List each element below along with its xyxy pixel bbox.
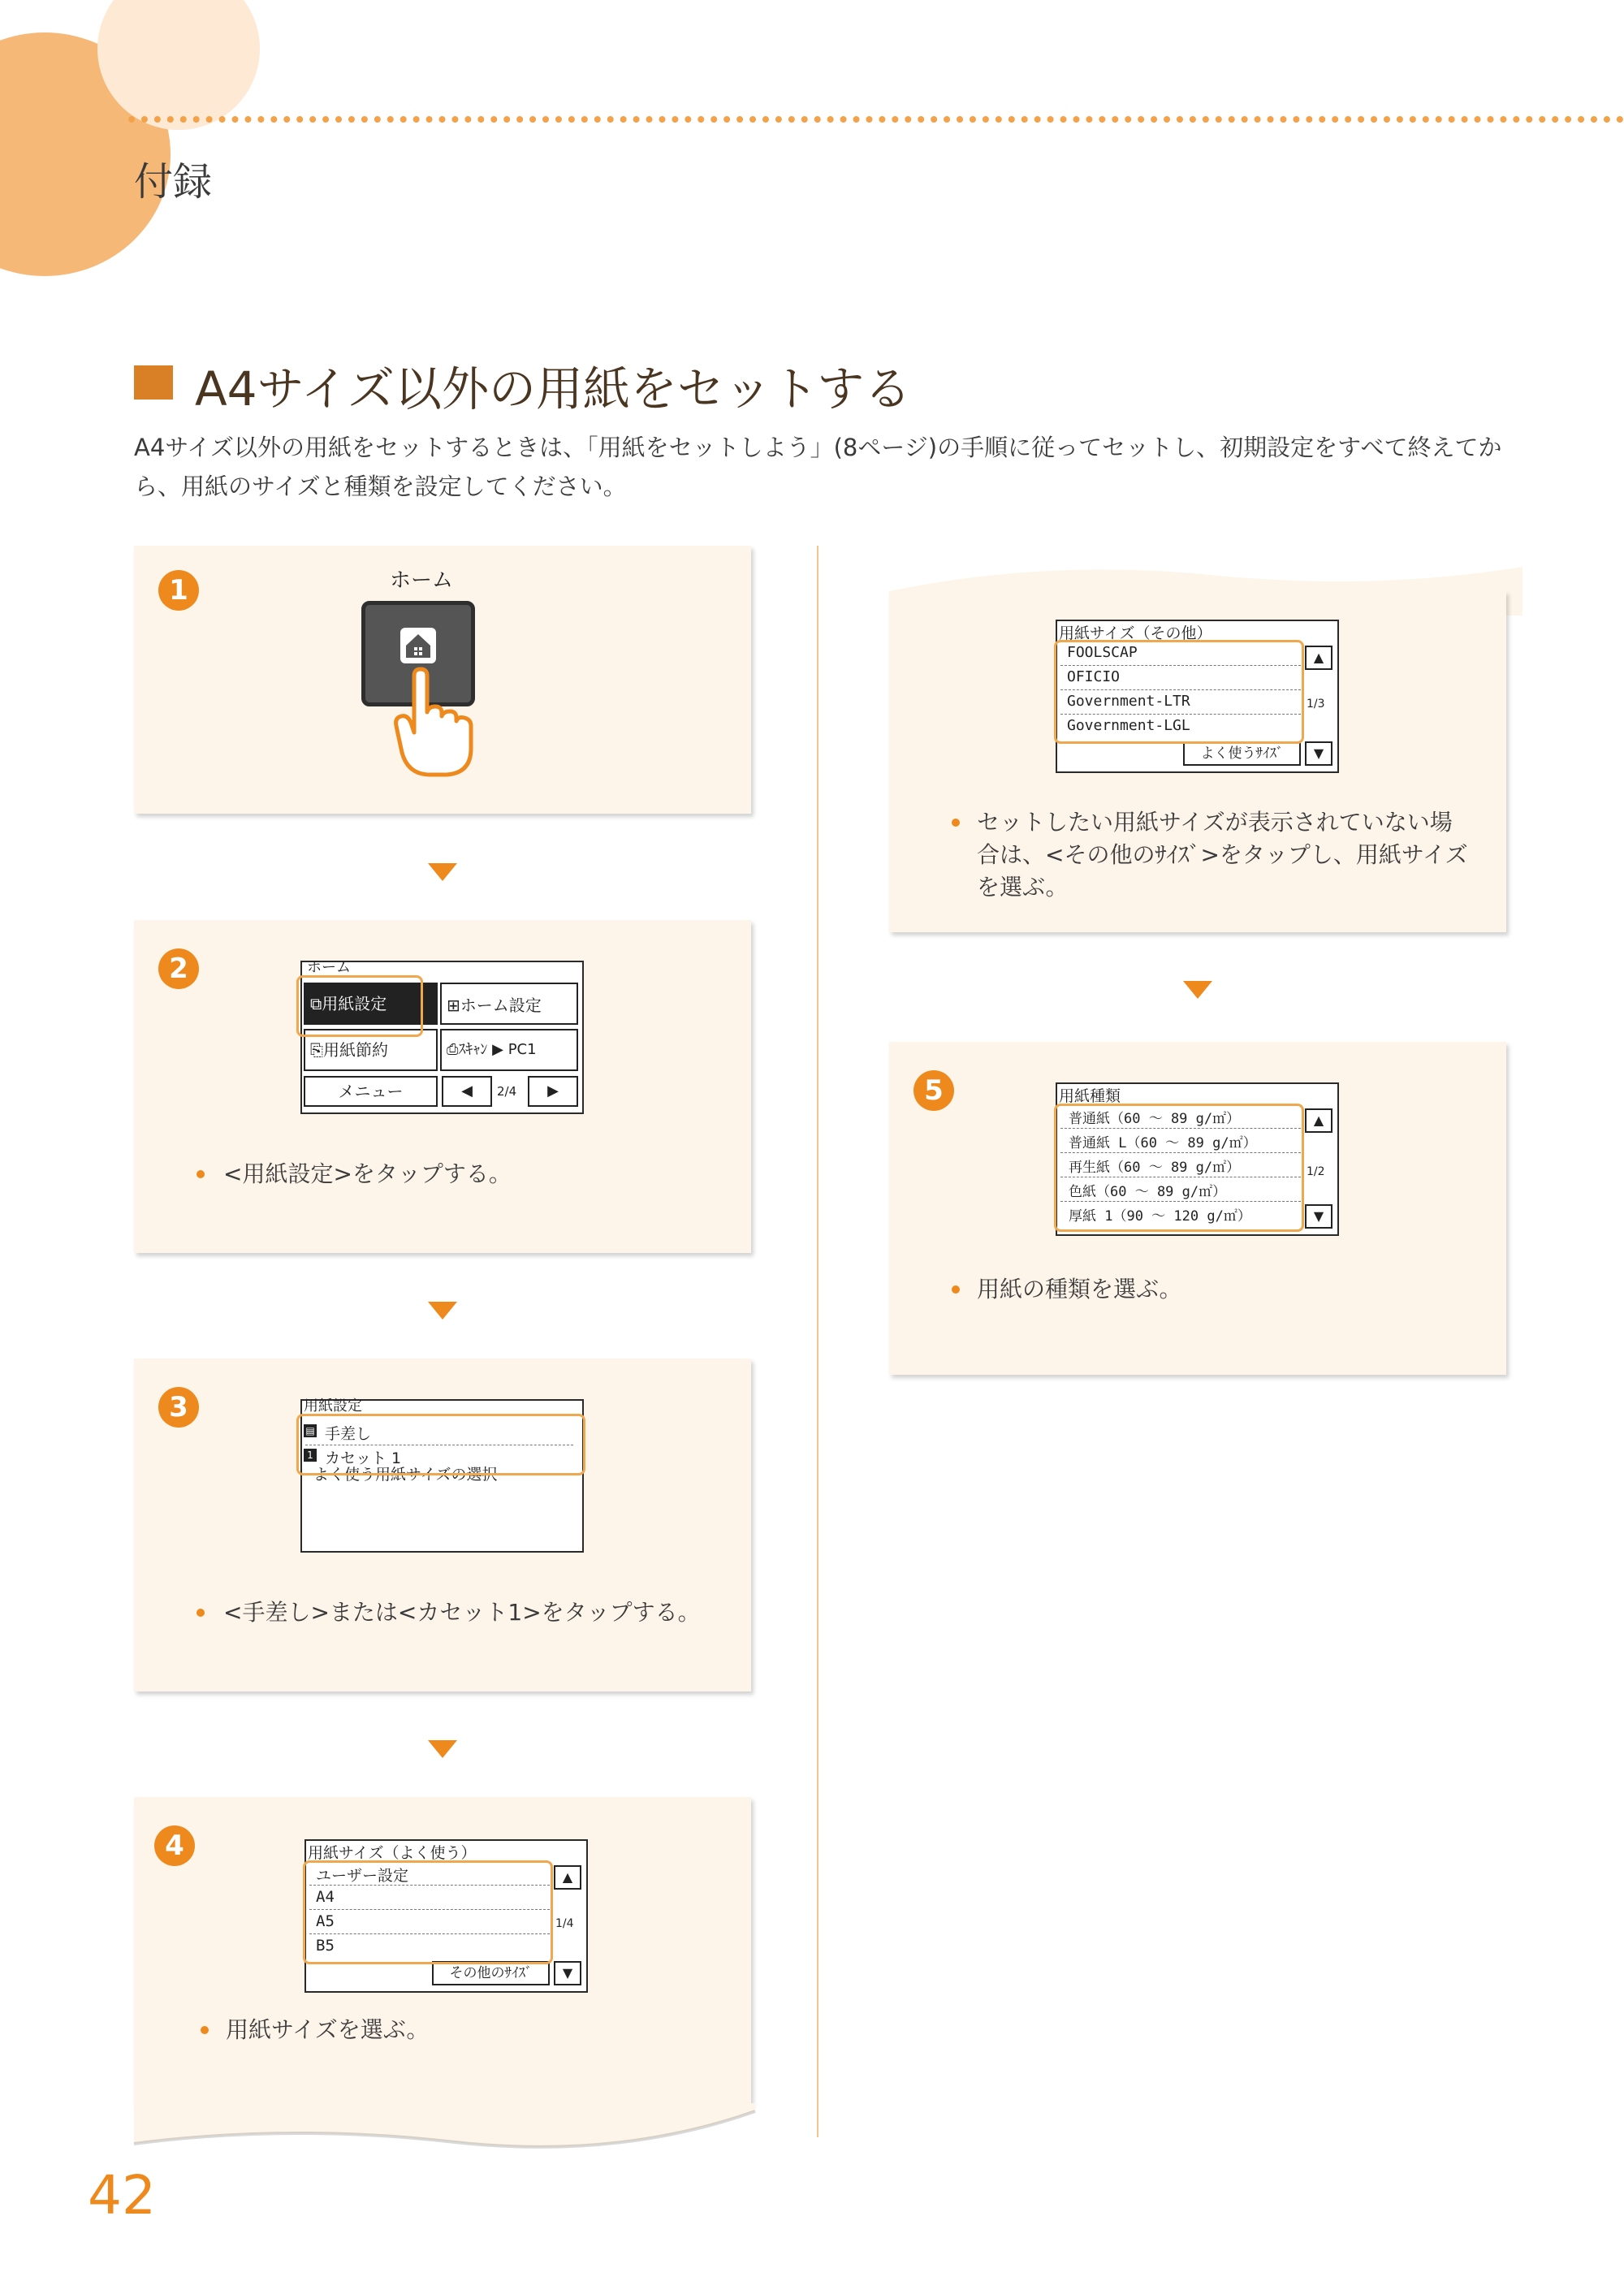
down-arrow-icon: ▼ [1313,1208,1324,1224]
step-arrow-3 [428,1740,457,1758]
prev-page-button[interactable] [442,1076,492,1107]
intro-line-1: A4サイズ以外の用紙をセットするときは、「用紙をセットしよう」(8ページ)の手順に従ってセットし、初期設定をすべて終えてか [134,434,1502,461]
home-label: ホーム [390,568,454,593]
page-indicator: 2/4 [497,1084,517,1099]
paper-save-icon: ⎘ [310,1040,323,1060]
screen-title: 用紙サイズ（よく使う） [308,1844,477,1862]
highlight-paper-source [296,1414,585,1475]
step-4-panel [134,1797,751,2106]
screen-title: 用紙サイズ（その他） [1059,624,1212,642]
step-4b-panel [889,591,1506,932]
bullet [201,2026,209,2034]
step-3-panel [134,1359,751,1691]
size-item-oficio[interactable]: OFICIO [1067,668,1121,685]
size-item-user[interactable]: ユーザー設定 [316,1867,409,1885]
cassette-1-label: カセット 1 [325,1449,402,1467]
step-5-instruction: 用紙の種類を選ぶ。 [977,1276,1182,1303]
screen-title: 用紙種類 [1059,1087,1121,1105]
size-item-gov-ltr[interactable]: Government-LTR [1067,693,1190,710]
scroll-up-button[interactable] [1305,1108,1332,1133]
instruction-line-2: 合は、<その他のｻｲｽﾞ>をタップし、用紙サイズ [977,841,1468,868]
step-3-number: 3 [158,1387,199,1428]
left-arrow-icon: ◀ [461,1082,473,1099]
step-5-number: 5 [914,1070,954,1111]
scroll-down-button[interactable] [1305,1204,1332,1229]
scroll-up-button[interactable] [1305,646,1332,670]
section-intro [134,428,1531,506]
scan-icon: ⎙ [447,1041,459,1058]
step-2-number: 2 [158,948,199,989]
type-item-plain[interactable]: 普通紙（60 〜 89 g/㎡） [1069,1111,1241,1127]
up-arrow-icon: ▲ [1313,650,1324,665]
size-item-foolscap[interactable]: FOOLSCAP [1067,644,1138,661]
scan-label: ｽｷｬﾝ ▶ PC1 [458,1041,537,1058]
favorite-sizes-button[interactable]: よく使うｻｲｽﾞ [1183,741,1301,766]
step-arrow-4 [1183,981,1212,999]
scan-pc-button[interactable] [440,1029,578,1071]
type-item-color[interactable]: 色紙（60 〜 89 g/㎡） [1069,1184,1227,1200]
step-1-panel [134,546,751,814]
menu-button[interactable]: メニュー [304,1076,438,1107]
size-item-b5[interactable]: B5 [316,1937,335,1955]
cassette-icon: 1 [304,1449,317,1462]
step-4-instruction: 用紙サイズを選ぶ。 [226,2016,430,2043]
chapter-title: 付録 [134,159,213,205]
paper-save-label: 用紙節約 [323,1040,388,1060]
scroll-page: 1/2 [1307,1165,1325,1178]
size-item-a4[interactable]: A4 [316,1888,335,1906]
instruction-line-3: を選ぶ。 [977,874,1069,901]
right-arrow-icon: ▶ [547,1082,559,1099]
home-settings-button[interactable] [440,983,578,1025]
home-settings-icon: ⊞ [447,996,460,1015]
step-5-panel [889,1042,1506,1375]
bullet [952,1285,960,1294]
panel-wave-bottom [130,2079,763,2160]
paper-settings-icon: ⧉ [310,994,322,1013]
home-settings-label: ホーム設定 [460,996,542,1015]
scroll-down-button[interactable] [554,1961,581,1985]
size-item-gov-lgl[interactable]: Government-LGL [1067,717,1190,734]
scroll-up-button[interactable] [554,1865,581,1890]
paper-settings-label: 用紙設定 [322,994,387,1013]
scroll-page: 1/4 [555,1917,574,1930]
home-icon [398,625,438,666]
instruction-line-1: セットしたい用紙サイズが表示されていない場 [977,809,1453,836]
screen-title: ホーム [307,959,351,976]
step-2-panel [134,920,751,1253]
bullet [197,1609,205,1617]
intro-line-2: ら、用紙のサイズと種類を設定してください。 [134,473,627,500]
down-arrow-icon: ▼ [562,1965,573,1981]
step-1-number: 1 [158,570,199,611]
highlight-type-list [1054,1104,1304,1232]
highlight-paper-settings [296,975,423,1037]
down-arrow-icon: ▼ [1313,745,1324,761]
up-arrow-icon: ▲ [562,1869,573,1885]
favorite-sizes-item[interactable]: よく使う用紙サイズの選択 [313,1466,498,1484]
highlight-size-list [1054,640,1304,744]
step-3-instruction: <手差し>または<カセット1>をタップする。 [223,1599,701,1626]
section-title: A4サイズ以外の用紙をセットする [195,361,912,417]
hand-pointer-icon [390,667,479,781]
next-page-button[interactable] [528,1076,578,1107]
page-number: 42 [88,2164,156,2227]
step-4-number: 4 [154,1825,195,1866]
type-item-plain-l[interactable]: 普通紙 L（60 〜 89 g/㎡） [1069,1135,1257,1151]
manual-feed-label: 手差し [325,1425,372,1443]
scroll-page: 1/3 [1307,698,1325,711]
column-divider [817,546,818,2137]
other-sizes-button[interactable]: その他のｻｲｽﾞ [432,1961,550,1985]
section-marker [134,365,173,400]
screen-title: 用紙設定 [304,1398,362,1415]
scroll-down-button[interactable] [1305,741,1332,766]
type-item-heavy-1[interactable]: 厚紙 1（90 〜 120 g/㎡） [1069,1208,1251,1225]
header-dotted-rule [128,116,1624,123]
manual-feed-icon: ▤ [304,1424,317,1437]
highlight-size-list [303,1860,553,1964]
step-arrow-2 [428,1302,457,1320]
step-arrow-1 [428,863,457,881]
bullet [952,819,960,827]
step-4b-instruction [977,806,1468,904]
up-arrow-icon: ▲ [1313,1112,1324,1128]
size-item-a5[interactable]: A5 [316,1912,335,1930]
bullet [197,1170,205,1178]
type-item-recycled[interactable]: 再生紙（60 〜 89 g/㎡） [1069,1160,1241,1176]
step-2-instruction: <用紙設定>をタップする。 [223,1160,512,1187]
